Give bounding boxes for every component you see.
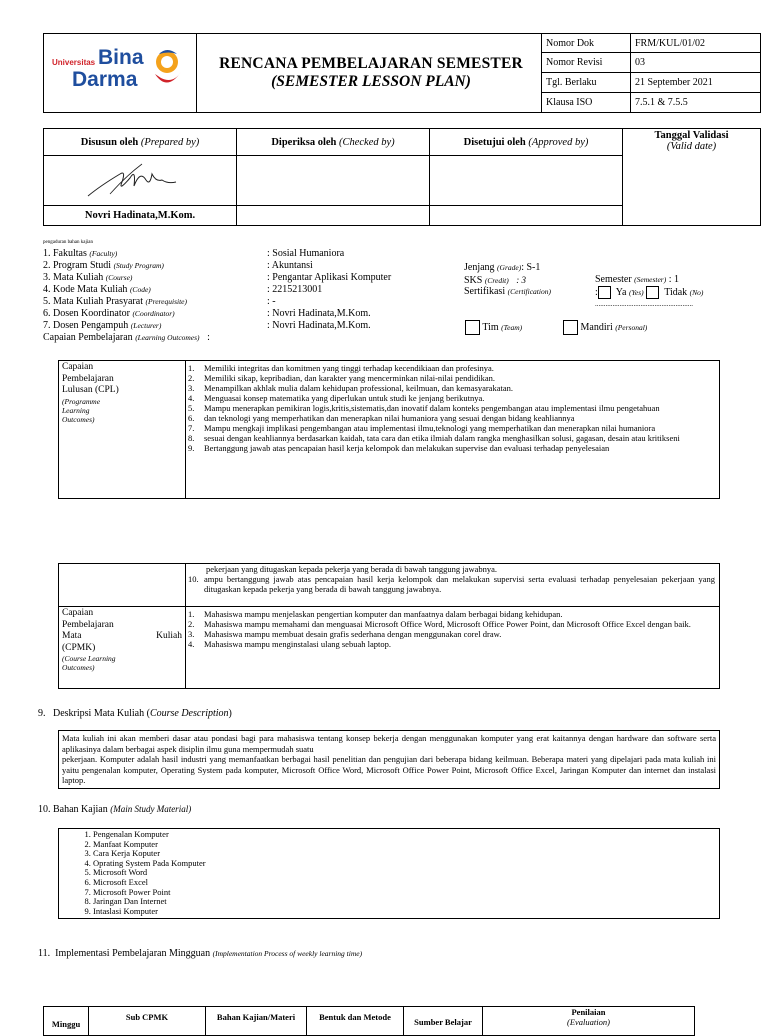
- list-item: 6. Microsoft Excel: [93, 878, 715, 888]
- info-row: 4. Kode Mata Kuliah (Code): [43, 284, 151, 295]
- list-item: 9. Bertanggung jawab atas pencapaian hasil kerja kelompok dan melakukan supervise dan evaluasi terhadap penyelesaian: [188, 443, 610, 453]
- info-row: 5. Mata Kuliah Prasyarat (Prerequisite): [43, 296, 187, 307]
- col-sub-cpmk: Sub CPMK: [89, 1007, 206, 1036]
- cpmk-label: Capaian Pembelajaran Mata Kuliah (CPMK) (Course Learning Outcomes): [59, 607, 186, 689]
- document-header: [43, 33, 761, 113]
- section-11-heading: 11. Implementasi Pembelajaran Mingguan (Implementation Process of weekly learning time): [38, 948, 363, 959]
- approved-by-header: Disetujui oleh (Approved by): [430, 129, 623, 156]
- section-10-heading: 10. Bahan Kajian (Main Study Material): [38, 804, 192, 815]
- list-item: 9. Intaslasi Komputer: [93, 907, 715, 917]
- col-penilaian: Penilaian (Evaluation): [483, 1007, 695, 1036]
- logo-universitas: Universitas: [52, 58, 96, 67]
- list-item: 8. Jaringan Dan Internet: [93, 897, 715, 907]
- logo-darma: Darma: [72, 68, 138, 91]
- list-item: 2. Manfaat Komputer: [93, 840, 715, 850]
- checked-sign-cell: [237, 156, 430, 206]
- meta-label: Klausa ISO: [542, 93, 631, 113]
- cpl-continuation: [186, 564, 720, 607]
- study-material-table: [58, 828, 720, 919]
- col-bahan: Bahan Kajian/Materi: [206, 1007, 307, 1036]
- info-row: 7. Dosen Pengampuh (Lecturer): [43, 320, 162, 331]
- university-logo: [44, 34, 197, 113]
- info-value: : Novri Hadinata,M.Kom.: [267, 308, 371, 319]
- checked-by-header: Diperiksa oleh (Checked by): [237, 129, 430, 156]
- meta-value: 03: [631, 53, 761, 73]
- tidak-checkbox[interactable]: [646, 286, 659, 299]
- list-item: 3. Mahasiswa mampu membuat desain grafis sederhana dengan menggunakan corel draw.: [188, 629, 502, 639]
- list-item: 7. Mampu mengkaji implikasi pengembangan atau implementasi ilmu,teknologi yang memperhatikan dan menerapkan nilai humaniora: [188, 423, 656, 433]
- prepared-by-header: Disusun oleh (Prepared by): [44, 129, 237, 156]
- list-item: 1. Mahasiswa mampu menjelaskan pengertian komputer dan manfaatnya dalam berbagai bidang kehidupan.: [188, 609, 563, 619]
- list-item: 3. Cara Kerja Koputer: [93, 849, 715, 859]
- list-item: 10. ampu bertanggung jawab atas pencapaian hasil kerja kelompok dan melakukan supervisi serta evaluasi terhadap penyelesaian pekerjaan yang ditugaskan kepada pekerja yang berada di bawah tanggung jawabnya.: [188, 574, 715, 594]
- info-value: : Akuntansi: [267, 260, 313, 271]
- approved-name-cell: [430, 206, 623, 226]
- meta-value: 7.5.1 & 7.5.5: [631, 93, 761, 113]
- cpmk-table: [58, 563, 720, 689]
- info-value: : 2215213001: [267, 284, 323, 295]
- cpmk-items: [186, 607, 720, 689]
- cpl-table: [58, 360, 720, 499]
- jenjang: Jenjang (Grade): S-1: [464, 262, 541, 273]
- sks: SKS (Credit) : 3: [464, 275, 526, 286]
- info-row: 3. Mata Kuliah (Course): [43, 272, 133, 283]
- info-value: : Pengantar Aplikasi Komputer: [267, 272, 392, 283]
- meta-value: FRM/KUL/01/02: [631, 34, 761, 53]
- list-item: 8. sesuai dengan keahliannya berdasarkan kaidah, tata cara dan etika ilmiah dalam rangka menghasilkan solusi, gagasan, desain atau kritikseni: [188, 433, 680, 443]
- empty-label-cell: [59, 564, 186, 607]
- list-item: 1. Memiliki integritas dan komitmen yang tinggi terhadap kecendikiaan dan profesinya.: [188, 363, 494, 373]
- signer-name: Novri Hadinata,M.Kom.: [44, 206, 237, 226]
- logo-bina: Bina: [98, 46, 144, 69]
- team-option: Tim (Team): [465, 320, 522, 335]
- tim-checkbox[interactable]: [465, 320, 480, 335]
- list-item: 5. Microsoft Word: [93, 868, 715, 878]
- list-item: 4. Menguasai konsep matematika yang diperlukan untuk studi ke jenjang berikutnya.: [188, 393, 485, 403]
- meta-value: 21 September 2021: [631, 73, 761, 93]
- approval-table: [43, 128, 761, 226]
- course-description: [58, 730, 720, 789]
- list-item: 4. Mahasiswa mampu menginstalasi ulang sebuah laptop.: [188, 639, 391, 649]
- description-para: pekerjaan. Komputer adalah hasil industri yang memanfaatkan berbagai hasil penelitian dan pengujian dari beberapa bidang keilmuan. Beberapa materi yang dipelajari pada mata kuliah ini yaitu pengenalan komputer, Operating System pada komputer, Microsoft Office Word, Microsoft Office Power Point, Microsoft Office Excel, Jaringan Komputer dan internet dan instalasi laptop.: [62, 754, 716, 785]
- cpl-intro: Capaian Pembelajaran (Learning Outcomes) :: [43, 332, 210, 343]
- list-item: 1. Pengenalan Komputer: [93, 830, 715, 840]
- certification-options: : Ya (Yes) Tidak (No): [595, 286, 704, 298]
- list-item: 5. Mampu menerapkan pemikiran logis,kritis,sistematis,dan inovatif dalam konteks pengembangan atau implementasi ilmu pengetahuan: [188, 403, 660, 413]
- sertifikasi: Sertifikasi (Certification): [464, 286, 551, 297]
- cpl-cont-line: pekerjaan yang ditugaskan kepada pekerja yang berada di bawah tanggung jawabnya.: [206, 564, 498, 574]
- description-para: Mata kuliah ini akan memberi dasar atau pondasi bagi para mahasiswa tentang konsep bekerja dengan menggunakan komputer yang erat kaitannya dengan hardware dan software serta aplikasinya dalam berbagai aspek disiplin ilmu guna mempermudah suatu: [62, 733, 716, 754]
- course-info-list: [43, 248, 210, 344]
- semester: Semester (Semester) : 1: [595, 274, 680, 285]
- meta-label: Tgl. Berlaku: [542, 73, 631, 93]
- tiny-note: pengaduran bahan kajian: [43, 240, 93, 245]
- checked-name-cell: [237, 206, 430, 226]
- section-9-heading: 9. Deskripsi Mata Kuliah (Course Description): [38, 708, 232, 719]
- meta-label: Nomor Dok: [542, 34, 631, 53]
- info-value: : Novri Hadinata,M.Kom.: [267, 320, 371, 331]
- personal-option: Mandiri (Personal): [563, 320, 647, 335]
- logo-emblem-icon: [149, 48, 185, 90]
- list-item: 4. Oprating System Pada Komputer: [93, 859, 715, 869]
- valid-date-header: Tanggal Validasi (Valid date): [623, 129, 761, 226]
- info-row: 2. Program Studi (Study Program): [43, 260, 164, 271]
- list-item: 2. Mahasiswa mampu memahami dan menguasai Microsoft Office Word, Microsoft Office Power Point, dan Microsoft Office Excel dengan baik.: [188, 619, 691, 629]
- signature-cell: [44, 156, 237, 206]
- info-row: 6. Dosen Koordinator (Coordinator): [43, 308, 175, 319]
- mandiri-checkbox[interactable]: [563, 320, 578, 335]
- document-title: [197, 34, 542, 113]
- course-info-values: [267, 248, 391, 332]
- info-row: 1. Fakultas (Faculty): [43, 248, 118, 259]
- list-item: 6. dan teknologi yang memperhatikan dan menerapkan nilai humaniora yang sesuai dengan bidang keahliannya: [188, 413, 575, 423]
- col-bentuk: Bentuk dan Metode: [307, 1007, 404, 1036]
- approved-sign-cell: [430, 156, 623, 206]
- title-main: RENCANA PEMBELAJARAN SEMESTER: [219, 55, 523, 72]
- ya-checkbox[interactable]: [598, 286, 611, 299]
- list-item: 7. Microsoft Power Point: [93, 888, 715, 898]
- cpl-items: [186, 361, 720, 499]
- info-value: : Sosial Humaniora: [267, 248, 345, 259]
- col-minggu: Minggu: [44, 1007, 89, 1036]
- meta-label: Nomor Revisi: [542, 53, 631, 73]
- list-item: 3. Menampilkan akhlak mulia dalam kehidupan professional, keilmuan, dan kemasyarakatan.: [188, 383, 513, 393]
- info-value: : -: [267, 296, 276, 307]
- title-sub: (SEMESTER LESSON PLAN): [271, 73, 471, 90]
- dotted-line: ........................................................: [595, 300, 693, 308]
- cpl-label: Capaian Pembelajaran Lulusan (CPL) (Programme Learning Outcomes): [59, 361, 186, 499]
- list-item: 2. Memiliki sikap, kepribadian, dan karakter yang mencerminkan nilai-nilai pendidikan.: [188, 373, 496, 383]
- weekly-table-header: [43, 1006, 695, 1036]
- col-sumber: Sumber Belajar: [404, 1007, 483, 1036]
- handwritten-signature: [80, 156, 200, 202]
